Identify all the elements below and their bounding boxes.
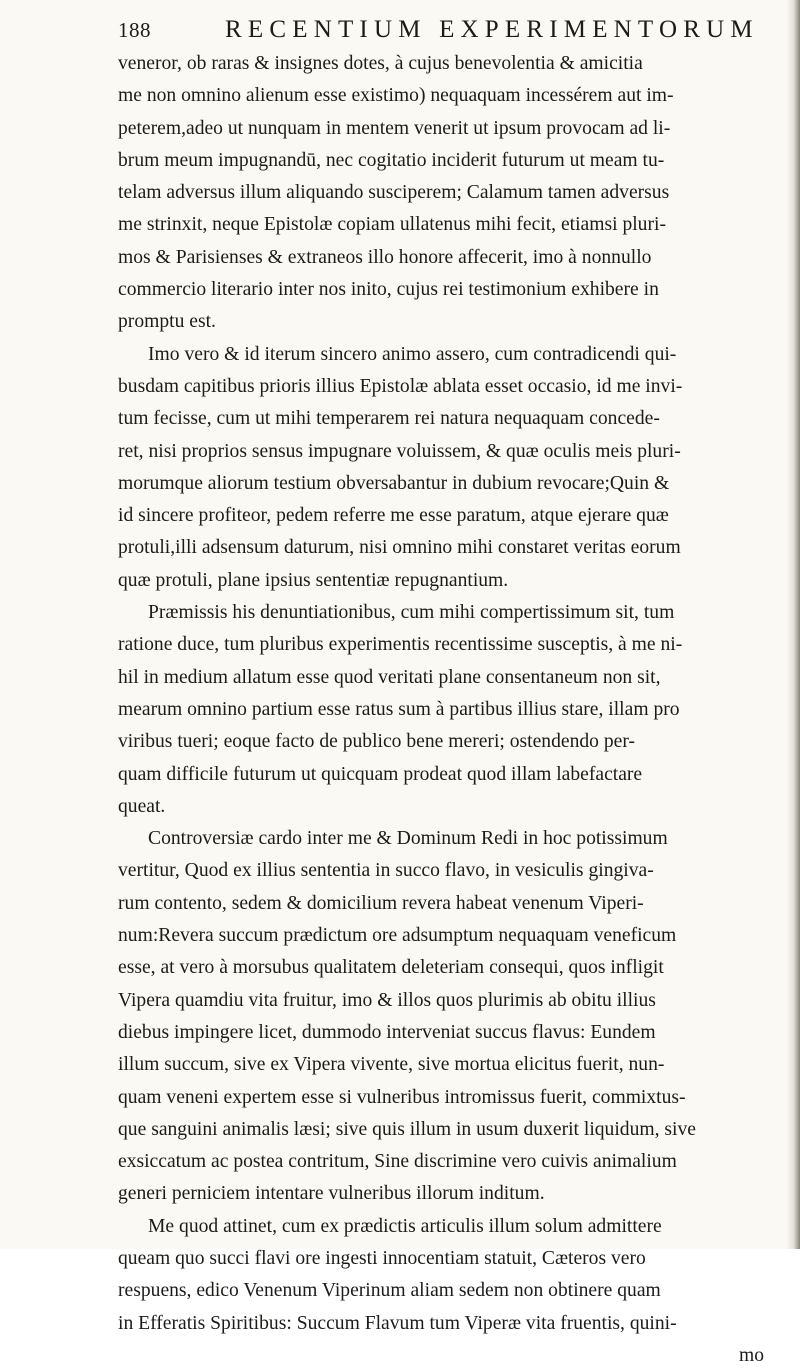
body-text <box>118 48 764 1372</box>
catchword: mo <box>738 1344 764 1366</box>
text-line: me non omnino alienum esse existimo) nequaquam incessérem aut im- <box>118 85 674 107</box>
text-line: morumque aliorum testium obversabantur in dubium revocare;Quin & <box>118 472 670 494</box>
text-line: Me quod attinet, cum ex prædictis articulis illum solum admittere <box>148 1215 662 1237</box>
text-line: illum succum, sive ex Vipera vivente, sive mortua elicitus fuerit, nun- <box>118 1054 665 1076</box>
text-line: telam adversus illum aliquando susciperem; Calamum tamen adversus <box>118 182 670 204</box>
text-line: queat. <box>118 795 166 817</box>
text-line: tum fecisse, cum ut mihi temperarem rei natura nequaquam concede- <box>118 408 660 430</box>
text-line: peterem,adeo ut nunquam in mentem venerit ut ipsum provocam ad li- <box>118 117 671 139</box>
text-line: respuens, edico Venenum Viperinum aliam sedem non obtinere quam <box>118 1280 661 1302</box>
text-line: quæ protuli, plane ipsius sententiæ repugnantium. <box>118 569 509 591</box>
text-line: Controversiæ cardo inter me & Dominum Redi in hoc potissimum <box>148 828 668 850</box>
text-line: ratione duce, tum pluribus experimentis recentissime susceptis, à me ni- <box>118 634 683 656</box>
running-head <box>118 12 758 48</box>
text-line: quam difficile futurum ut quicquam prodeat quod illam labefactare <box>118 763 643 785</box>
text-line: promptu est. <box>118 311 216 333</box>
page-edge-shadow <box>786 0 800 1249</box>
text-line: num:Revera succum prædictum ore adsumptum nequaquam veneficum <box>118 925 677 947</box>
text-line: exsiccatum ac postea contritum, Sine discrimine vero cuivis animalium <box>118 1151 677 1173</box>
text-line: viribus tueri; eoque facto de publico bene mereri; ostendendo per- <box>118 731 636 753</box>
text-line: quam veneni expertem esse si vulneribus intromissus fuerit, commixtus- <box>118 1086 686 1108</box>
text-line: queam quo succi flavi ore ingesti innocentiam statuit, Cæteros vero <box>118 1247 646 1269</box>
text-line: busdam capitibus prioris illius Epistolæ ablata esset occasio, id me invi- <box>118 375 683 397</box>
text-line: que sanguini animalis læsi; sive quis illum in usum duxerit liquidum, sive <box>118 1118 696 1140</box>
text-line: id sincere profiteor, pedem referre me esse paratum, atque ejerare quæ <box>118 505 669 527</box>
text-line: generi perniciem intentare vulneribus illorum inditum. <box>118 1183 545 1205</box>
text-line: diebus impingere licet, dummodo interveniat succus flavus: Eundem <box>118 1021 656 1043</box>
text-line: Vipera quamdiu vita fruitur, imo & illos quos plurimis ab obitu illius <box>118 989 656 1011</box>
text-line: Præmissis his denuntiationibus, cum mihi compertissimum sit, tum <box>148 602 675 624</box>
text-line: mearum omnino partium esse ratus sum à partibus illius stare, illam pro <box>118 698 680 720</box>
text-line: commercio literario inter nos inito, cujus rei testimonium exhibere in <box>118 279 659 301</box>
text-line: in Efferatis Spiritibus: Succum Flavum tum Viperæ vita fruentis, quini- <box>118 1312 677 1334</box>
text-line: rum contento, sedem & domicilium revera habeat venenum Viperi- <box>118 892 644 914</box>
text-line: mos & Parisienses & extraneos illo honore affecerit, imo à nonnullo <box>118 246 652 268</box>
running-title: RECENTIUM EXPERIMENTORUM <box>225 16 759 43</box>
text-line: ret, nisi proprios sensus impugnare voluissem, & quæ oculis meis pluri- <box>118 440 681 462</box>
text-line: veneror, ob raras & insignes dotes, à cujus benevolentia & amicitia <box>118 53 643 74</box>
text-line: brum meum impugnandū, nec cogitatio inciderit futurum ut meam tu- <box>118 149 665 171</box>
text-line: hil in medium allatum esse quod veritati plane consentaneum non sit, <box>118 666 661 688</box>
text-line: me strinxit, neque Epistolæ copiam ullatenus mihi fecit, etiamsi pluri- <box>118 214 666 236</box>
text-line: esse, at vero à morsubus qualitatem deleteriam consequi, quos infligit <box>118 957 664 979</box>
text-line: vertitur, Quod ex illius sententia in succo flavo, in vesiculis gingiva- <box>118 860 654 882</box>
page-number: 188 <box>118 18 151 42</box>
text-line: protuli,illi adsensum daturum, nisi omnino mihi constaret veritas eorum <box>118 537 681 559</box>
text-line: Imo vero & id iterum sincero animo assero, cum contradicendi qui- <box>148 343 677 365</box>
